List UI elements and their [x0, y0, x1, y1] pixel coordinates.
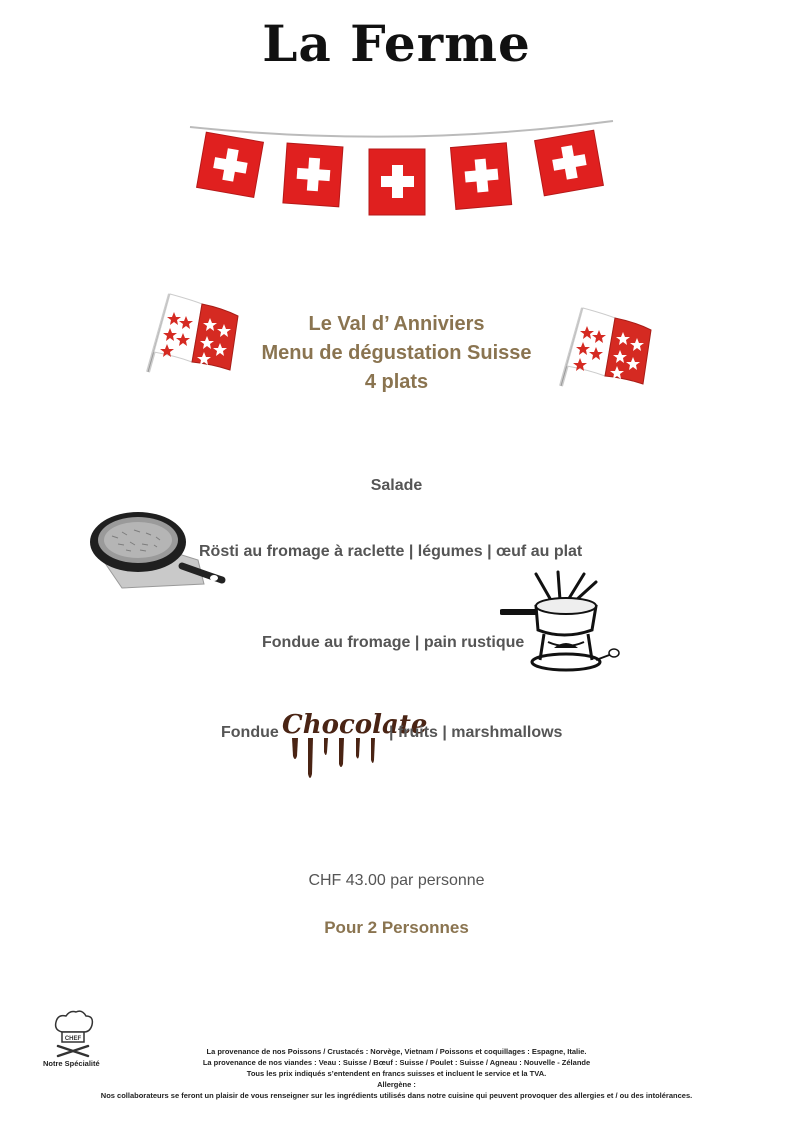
menu-heading-region: Le Val d’ Anniviers	[308, 313, 485, 335]
swiss-flag-2	[283, 143, 343, 207]
chef-hat-monogram: CHEF	[64, 1036, 82, 1042]
swiss-flag-5	[535, 130, 604, 196]
footer-provenance-viandes: La provenance de nos viandes : Veau : Suisse / Bœuf : Suisse / Poulet : Suisse / Agneau : Nouvelle - Zélande	[202, 1058, 591, 1067]
course-fondue-chocolat-suffix: | fruits | marshmallows	[389, 724, 563, 741]
course-fondue-fromage: Fondue au fromage | pain rustique	[262, 634, 525, 651]
course-fondue-chocolat-prefix: Fondue	[221, 724, 279, 741]
swiss-flag-4	[450, 143, 511, 210]
fondue-pot-icon	[500, 568, 622, 674]
swiss-flag-3	[369, 149, 425, 215]
for-two-persons: Pour 2 Personnes	[324, 918, 469, 937]
footer-provenance-poissons: La provenance de nos Poissons / Crustacés : Norvège, Vietnam / Poissons et coquillages : Espagne, Italie.	[206, 1047, 587, 1056]
footer-allergene: Allergène :	[377, 1080, 416, 1089]
restaurant-title: La Ferme	[262, 14, 531, 73]
chocolate-script-word: Chocolate	[282, 710, 428, 740]
footer-collaborateurs: Nos collaborateurs se feront un plaisir de vous renseigner sur les ingrédients utilisés dans notre cuisine qui peuvent provoquer des allergies et / ou des intolérances.	[100, 1091, 693, 1100]
swiss-flag-bunting	[185, 115, 620, 225]
swiss-flag-1	[197, 132, 264, 197]
price-per-person: CHF 43.00 par personne	[308, 872, 485, 889]
menu-heading-title: Menu de dégustation Suisse	[261, 342, 532, 364]
footer-prix-tva: Tous les prix indiqués s’entendent en francs suisses et incluent le service et la TVA.	[246, 1069, 547, 1078]
menu-heading-courses: 4 plats	[364, 371, 429, 393]
bunting-string	[190, 121, 613, 137]
chocolate-drips-icon	[284, 738, 388, 784]
course-rosti: Rösti au fromage à raclette | légumes | œuf au plat	[199, 543, 583, 560]
course-salade: Salade	[370, 477, 423, 494]
notre-specialite-label: Notre Spécialité	[43, 1059, 100, 1068]
